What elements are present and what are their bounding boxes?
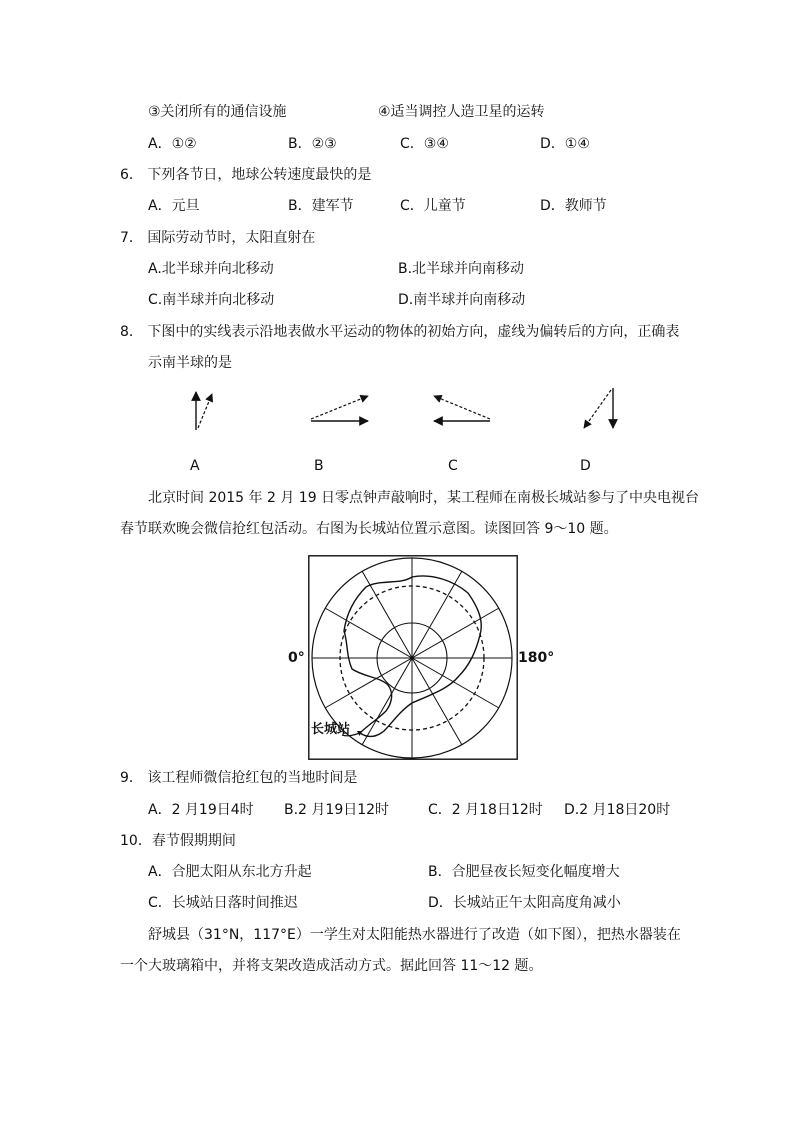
q8-label-c: C [448, 458, 458, 474]
q5-option-4: ④适当调控人造卫星的运转 [378, 104, 545, 120]
q6-choice-d: D．教师节 [540, 198, 607, 214]
q9-choice-b: B.2 月19日12时 [284, 802, 390, 818]
q7-choice-a: A.北半球并向北移动 [148, 261, 274, 277]
passage1-line1: 北京时间 2015 年 2 月 19 日零点钟声敲响时，某工程师在南极长城站参与了中央电视台 [148, 490, 700, 506]
q6-stem: 6． 下列各节日，地球公转速度最快的是 [120, 167, 372, 183]
passage2-line1: 舒城县（31°N，117°E）一学生对太阳能热水器进行了改造（如下图），把热水器装在 [148, 927, 681, 943]
q9-choice-a: A．2 月19日4时 [148, 802, 254, 818]
q6-choice-a: A．元旦 [148, 198, 200, 214]
q7-stem: 7． 国际劳动节时，太阳直射在 [120, 230, 316, 246]
arrow-d [584, 388, 613, 428]
q10-choice-c: C．长城站日落时间推迟 [148, 895, 298, 911]
q8-stem-line2: 示南半球的是 [148, 355, 232, 371]
map-label-180-deg: 180° [518, 650, 555, 666]
q5-option-3: ③关闭所有的通信设施 [148, 104, 287, 120]
q5-choice-d: D．①④ [540, 136, 590, 152]
q5-choice-a: A．①② [148, 136, 197, 152]
passage1-line2: 春节联欢晚会微信抢红包活动。右图为长城站位置示意图。读图回答 9～10 题。 [120, 521, 618, 537]
q7-choice-b: B.北半球并向南移动 [398, 261, 525, 277]
arrow-a [196, 392, 212, 430]
q8-stem-line1: 8． 下图中的实线表示沿地表做水平运动的物体的初始方向，虚线为偏转后的方向，正确表 [120, 324, 680, 340]
q7-choice-d: D.南半球并向南移动 [398, 292, 526, 308]
q10-choice-a: A．合肥太阳从东北方升起 [148, 864, 312, 880]
q8-arrow-figure [170, 375, 650, 445]
q10-choice-b: B．合肥昼夜长短变化幅度增大 [428, 864, 620, 880]
q7-choice-c: C.南半球并向北移动 [148, 292, 275, 308]
arrow-b [311, 396, 368, 421]
q10-choice-d: D．长城站正午太阳高度角减小 [428, 895, 621, 911]
q6-choice-c: C．儿童节 [400, 198, 466, 214]
q5-choice-b: B．②③ [288, 136, 337, 152]
q8-label-b: B [314, 458, 324, 474]
q9-choice-d: D.2 月18日20时 [564, 802, 671, 818]
q5-choice-c: C．③④ [400, 136, 449, 152]
q8-label-d: D [580, 458, 591, 474]
q9-choice-c: C．2 月18日12时 [428, 802, 543, 818]
map-label-0-deg: 0° [288, 650, 305, 666]
q10-stem: 10．春节假期期间 [120, 833, 236, 849]
q9-stem: 9． 该工程师微信抢红包的当地时间是 [120, 770, 358, 786]
q8-label-a: A [190, 458, 200, 474]
map-label-station: 长城站 [311, 722, 351, 737]
arrow-c [434, 396, 490, 421]
q6-choice-b: B．建军节 [288, 198, 354, 214]
passage2-line2: 一个大玻璃箱中，并将支架改造成活动方式。据此回答 11～12 题。 [120, 958, 543, 974]
